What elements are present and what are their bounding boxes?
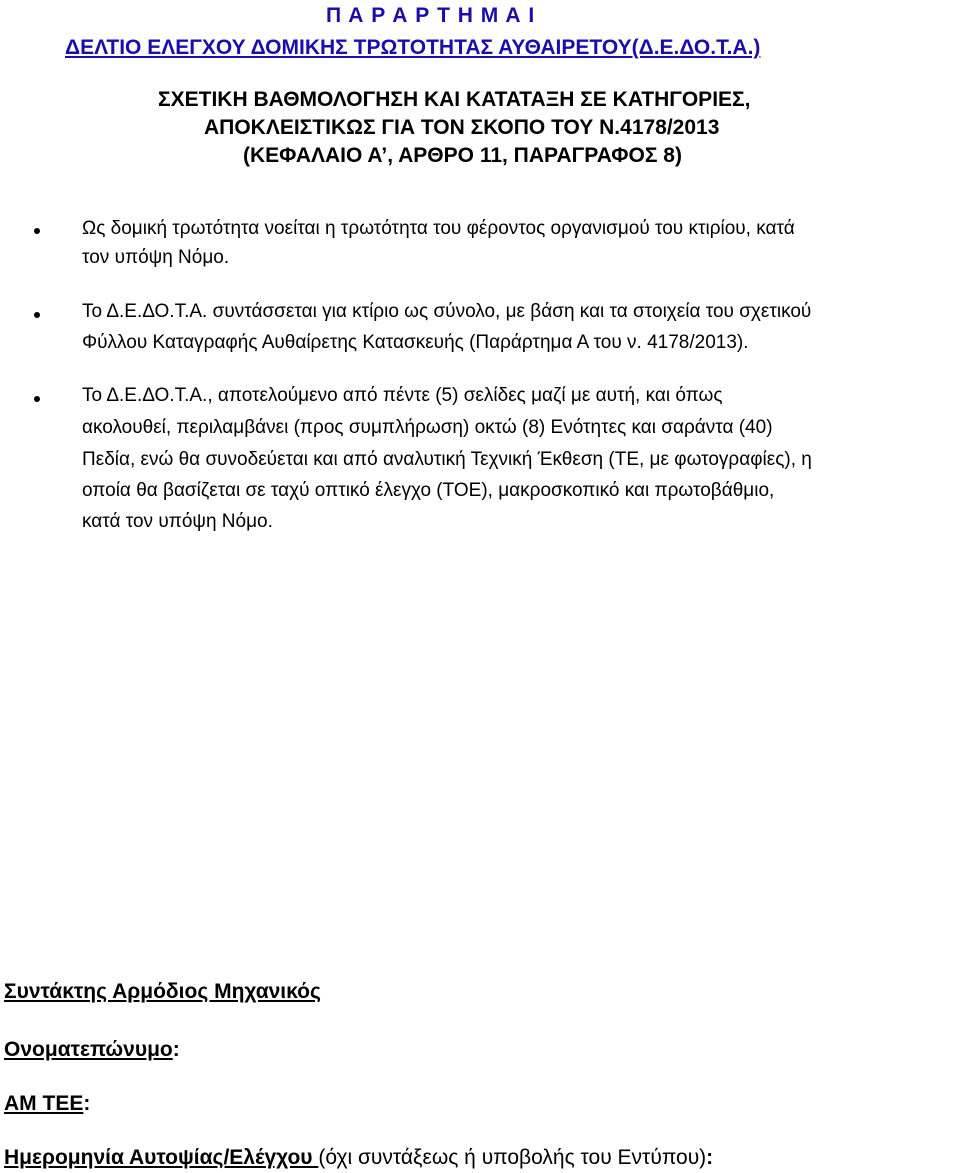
subtitle-line-2: ΑΠΟΚΛΕΙΣΤΙΚΩΣ ΓΙΑ ΤΟΝ ΣΚΟΠΟ ΤΟΥ Ν.4178/2013 <box>204 116 720 139</box>
bullet-1-line-1: Ως δομική τρωτότητα νοείται η τρωτότητα του φέροντος οργανισμού του κτιρίου, κατά <box>82 218 795 239</box>
bullet-icon <box>34 312 40 318</box>
am-tee-field[interactable] <box>4 1092 90 1116</box>
bullet-3-line-4: οποία θα βασίζεται σε ταχύ οπτικό έλεγχο (ΤΟΕ), μακροσκοπικό και πρωτοβάθμιο, <box>82 480 775 501</box>
bullet-1-line-2: τον υπόψη Νόμο. <box>82 247 230 268</box>
name-field[interactable] <box>4 1038 180 1062</box>
subtitle-line-1: ΣΧΕΤΙΚΗ ΒΑΘΜΟΛΟΓΗΣΗ ΚΑΙ ΚΑΤΑΤΑΞΗ ΣΕ ΚΑΤΗΓΟΡΙΕΣ, <box>158 88 751 111</box>
engineer-label: Συντάκτης Αρμόδιος Μηχανικός <box>4 980 321 1003</box>
date-label: Ημερομηνία Αυτοψίας/Ελέγχου <box>4 1146 319 1169</box>
bullet-3-line-3: Πεδία, ενώ θα συνοδεύεται και από αναλυτική Τεχνική Έκθεση (ΤΕ, με φωτογραφίες), η <box>82 449 812 470</box>
bullet-icon <box>34 228 40 234</box>
bullet-2-line-1: Το Δ.Ε.ΔΟ.Τ.Α. συντάσσεται για κτίριο ως σύνολο, με βάση και τα στοιχεία του σχετικού <box>82 301 812 322</box>
date-colon: : <box>706 1146 714 1169</box>
bullet-3-line-5: κατά τον υπόψη Νόμο. <box>82 511 273 532</box>
bullet-3-line-2: ακολουθεί, περιλαμβάνει (προς συμπλήρωση) οκτώ (8) Ενότητες και σαράντα (40) <box>82 417 773 438</box>
date-note: (όχι συντάξεως ή υποβολής του Εντύπου) <box>318 1146 707 1169</box>
bullet-icon <box>34 396 40 402</box>
name-label: Ονοματεπώνυμο <box>4 1038 173 1061</box>
am-tee-label: ΑΜ ΤΕΕ <box>4 1092 84 1115</box>
subtitle-line-3: (ΚΕΦΑΛΑΙΟ Α’, ΑΡΘΡΟ 11, ΠΑΡΑΓΡΑΦΟΣ 8) <box>243 144 682 167</box>
certificate-title[interactable]: ΔΕΛΤΙΟ ΕΛΕΓΧΟΥ ΔΟΜΙΚΗΣ ΤΡΩΤΟΤΗΤΑΣ ΑΥΘΑΙΡΕΤΟΥ(Δ.Ε.ΔΟ.Τ.Α.) <box>65 36 761 59</box>
am-tee-colon: : <box>83 1092 91 1115</box>
bullet-2-line-2: Φύλλου Καταγραφής Αυθαίρετης Κατασκευής (Παράρτημα Α του ν. 4178/2013). <box>82 332 749 353</box>
appendix-title: Π Α Ρ Α Ρ Τ Η Μ Α Ι <box>326 4 536 27</box>
name-colon: : <box>172 1038 180 1061</box>
date-field[interactable] <box>4 1146 713 1170</box>
bullet-3-line-1: Το Δ.Ε.ΔΟ.Τ.Α., αποτελούμενο από πέντε (5) σελίδες μαζί με αυτή, και όπως <box>82 385 723 406</box>
